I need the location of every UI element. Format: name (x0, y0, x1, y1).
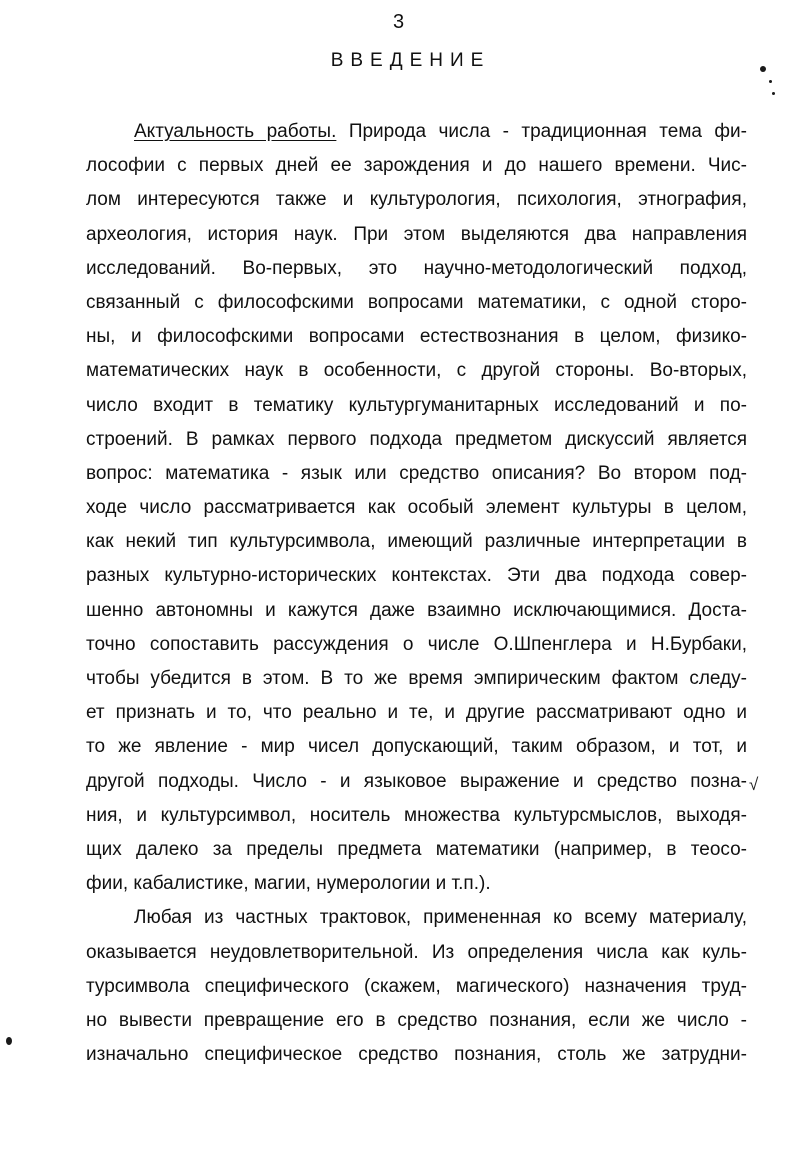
scan-speck (6, 1037, 12, 1045)
text-line: ния, и культурсимвол, носитель множества культурсмыслов, выходя- (86, 804, 747, 826)
text-line: то же явление - мир чисел допускающий, таким образом, и тот, и (86, 736, 747, 758)
text-line: вопрос: математика - язык или средство описания? Во втором под- (86, 462, 747, 484)
text-line: лом интересуются также и культурология, психология, этнография, (86, 189, 747, 211)
text-line: точно сопоставить рассуждения о числе О.Шпенглера и Н.Бурбаки, (86, 633, 747, 655)
text-line: разных культурно-исторических контекстах. Эти два подхода совер- (86, 565, 747, 587)
document-body (86, 115, 747, 1072)
text-line: ны, и философскими вопросами естествознания в целом, физико- (86, 326, 747, 348)
text-line: строений. В рамках первого подхода предметом дискуссий является (86, 428, 747, 450)
text-line: шенно автономны и кажутся даже взаимно исключающимися. Доста- (86, 599, 747, 621)
text-line: лософии с первых дней ее зарождения и до нашего времени. Чис- (86, 155, 747, 177)
section-heading: Актуальность работы. (134, 121, 337, 142)
margin-checkmark: √ (749, 775, 759, 794)
text-line: математических наук в особенности, с другой стороны. Во-вторых, (86, 360, 747, 382)
text-line: оказывается неудовлетворительной. Из определения числа как куль- (86, 941, 747, 963)
text-line: связанный с философскими вопросами математики, с одной сторо- (86, 291, 747, 313)
text-line: изначально специфическое средство познания, столь же затрудни- (86, 1044, 747, 1066)
text-line: Любая из частных трактовок, примененная ко всему материалу, (134, 907, 747, 929)
page-number: 3 (392, 11, 405, 33)
text-line: чтобы убедится в этом. В то же время эмпирическим фактом следу- (86, 668, 747, 689)
text-line: щих далеко за пределы предмета математики (например, в теосо- (86, 838, 747, 860)
text-line: Актуальность работы. Природа числа - традиционная тема фи- (134, 121, 747, 142)
text-line: другой подходы. Число - и языковое выражение и средство позна- (86, 770, 747, 792)
text-line: турсимвола специфического (скажем, магического) назначения труд- (86, 975, 747, 997)
text-line: как некий тип культурсимвола, имеющий различные интерпретации в (86, 531, 747, 553)
text-line: ет признать и то, что реально и те, и другие рассматривают одно и (86, 702, 747, 724)
text-line: но вывести превращение его в средство познания, если же число - (86, 1009, 747, 1031)
text-line: исследований. Во-первых, это научно-методологический подход, (86, 257, 747, 279)
scan-speck (760, 66, 766, 72)
scan-speck (772, 92, 775, 95)
text-line: фии, кабалистике, магии, нумерологии и т.п.). (86, 873, 491, 895)
scan-speck (769, 80, 772, 83)
text-line: ходе число рассматривается как особый элемент культуры в целом, (86, 497, 747, 519)
text-line: археология, история наук. При этом выделяются два направления (86, 223, 747, 245)
page-title: ВВЕДЕНИЕ (330, 50, 491, 71)
text-line: число входит в тематику культургуманитарных исследований и по- (86, 394, 747, 416)
